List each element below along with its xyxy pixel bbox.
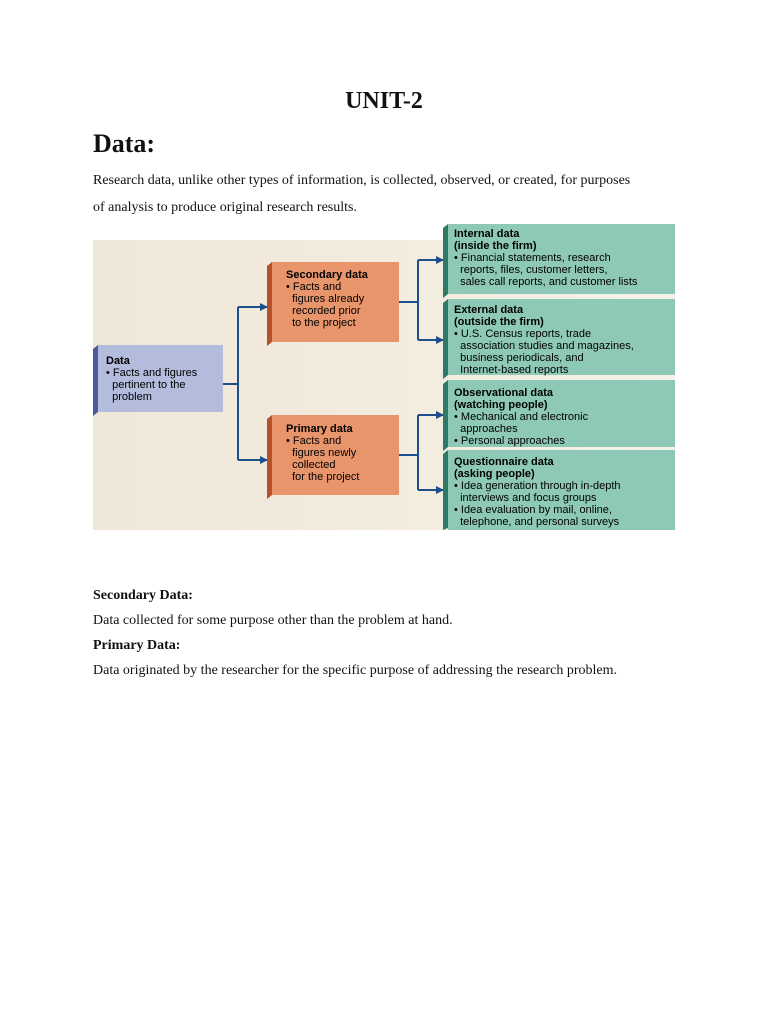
primary-data-line-4: for the project [286,471,360,483]
observational-data-line-1: • Mechanical and electronic [454,411,589,423]
external-data-box [443,299,675,379]
observational-data-line-3: • Personal approaches [454,435,565,447]
primary-data-line-3: collected [286,459,336,471]
secondary-data-line-1: • Facts and [286,281,342,293]
data-root-title: Data [106,355,130,367]
secondary-data-title: Secondary data [286,269,368,281]
external-data-line-1: • U.S. Census reports, trade [454,328,592,340]
primary-data-line-1: • Facts and [286,435,342,447]
internal-data-line-2: reports, files, customer letters, [454,264,608,276]
external-data-subtitle: (outside the firm) [454,316,544,328]
secondary-data-definition: Data collected for some purpose other than the problem at hand. [93,613,453,628]
external-data-line-2: association studies and magazines, [454,340,634,352]
questionnaire-data-line-1: • Idea generation through in-depth [454,480,621,492]
data-root-line-2: pertinent to the [106,379,186,391]
primary-data-box [267,415,399,499]
questionnaire-data-title: Questionnaire data [454,456,554,468]
questionnaire-data-line-2: interviews and focus groups [454,492,597,504]
data-types-diagram [93,222,675,530]
internal-data-title: Internal data [454,228,520,240]
internal-data-box [443,224,675,298]
external-data-title: External data [454,304,524,316]
internal-data-line-1: • Financial statements, research [454,252,611,264]
primary-data-title: Primary data [286,423,353,435]
data-root-line-3: problem [106,391,152,403]
internal-data-line-3: sales call reports, and customer lists [454,276,638,288]
questionnaire-data-subtitle: (asking people) [454,468,535,480]
observational-data-title: Observational data [454,387,554,399]
data-heading: Data: [93,129,156,158]
secondary-data-heading: Secondary Data: [93,588,193,603]
internal-data-subtitle: (inside the firm) [454,240,537,252]
primary-data-definition: Data originated by the researcher for the specific purpose of addressing the research problem. [93,663,618,678]
external-data-line-4: Internet-based reports [454,364,569,376]
external-data-line-3: business periodicals, and [454,352,584,364]
intro-paragraph [93,168,693,221]
observational-data-subtitle: (watching people) [454,399,548,411]
secondary-data-line-4: to the project [286,317,356,329]
unit-title: UNIT-2 [345,88,423,114]
primary-data-line-2: figures newly [286,447,357,459]
intro-line-2: of analysis to produce original research results. [93,199,357,215]
observational-data-line-2: approaches [454,423,518,435]
questionnaire-data-line-4: telephone, and personal surveys [454,516,620,528]
questionnaire-data-box [443,450,675,530]
intro-line-1: Research data, unlike other types of information, is collected, observed, or created, for purposes [93,173,631,188]
observational-data-box [443,380,675,451]
primary-data-heading: Primary Data: [93,638,181,653]
secondary-data-line-2: figures already [286,293,365,305]
secondary-data-line-3: recorded prior [286,305,361,317]
data-root-box [93,345,223,416]
data-root-line-1: • Facts and figures [106,367,198,379]
questionnaire-data-line-3: • Idea evaluation by mail, online, [454,504,612,516]
secondary-data-box [267,262,399,346]
